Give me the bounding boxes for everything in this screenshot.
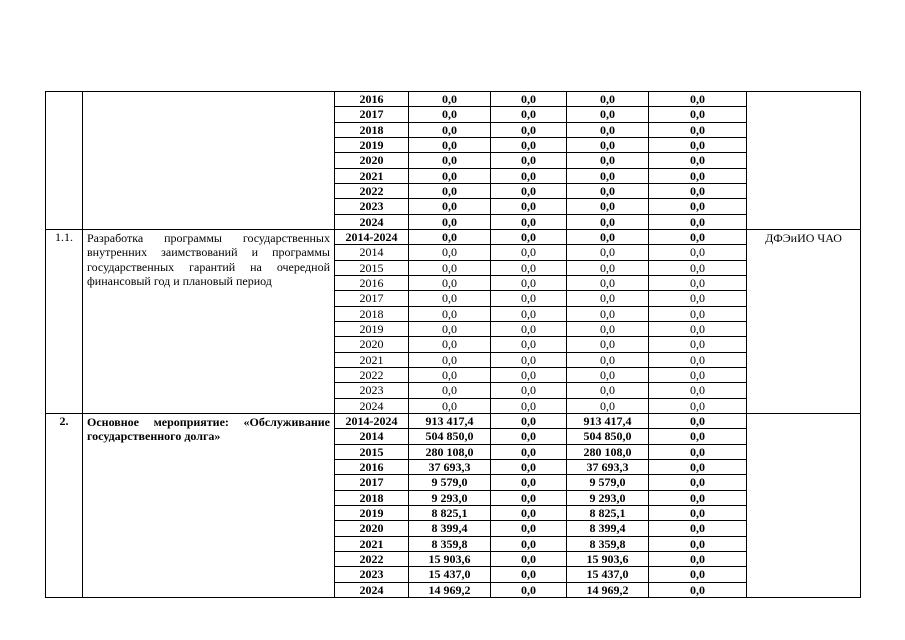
year-cell: 2014-2024	[335, 229, 409, 244]
value-cell: 280 108,0	[409, 444, 491, 459]
year-cell: 2022	[335, 367, 409, 382]
year-cell: 2021	[335, 536, 409, 551]
value-cell: 0,0	[409, 153, 491, 168]
value-cell: 0,0	[491, 352, 567, 367]
value-cell: 0,0	[409, 321, 491, 336]
value-cell: 8 359,8	[567, 536, 649, 551]
value-cell: 8 399,4	[567, 521, 649, 536]
value-cell: 0,0	[491, 337, 567, 352]
value-cell: 9 579,0	[567, 475, 649, 490]
value-cell: 0,0	[649, 551, 747, 566]
year-cell: 2015	[335, 260, 409, 275]
value-cell: 0,0	[649, 444, 747, 459]
value-cell: 0,0	[491, 490, 567, 505]
value-cell: 0,0	[649, 137, 747, 152]
year-cell: 2019	[335, 505, 409, 520]
value-cell: 0,0	[649, 321, 747, 336]
program-financing-table	[45, 91, 861, 598]
value-cell: 0,0	[649, 245, 747, 260]
item-number: 1.1.	[46, 229, 83, 413]
item-number: 2.	[46, 413, 83, 597]
year-cell: 2019	[335, 321, 409, 336]
value-cell: 0,0	[567, 337, 649, 352]
value-cell: 280 108,0	[567, 444, 649, 459]
value-cell: 0,0	[649, 122, 747, 137]
value-cell: 0,0	[567, 260, 649, 275]
year-cell: 2024	[335, 214, 409, 229]
value-cell: 0,0	[409, 92, 491, 107]
value-cell: 15 437,0	[567, 567, 649, 582]
value-cell: 0,0	[491, 260, 567, 275]
value-cell: 0,0	[649, 183, 747, 198]
value-cell: 0,0	[409, 214, 491, 229]
year-cell: 2017	[335, 291, 409, 306]
value-cell: 0,0	[649, 505, 747, 520]
value-cell: 0,0	[649, 168, 747, 183]
value-cell: 0,0	[409, 122, 491, 137]
value-cell: 0,0	[409, 260, 491, 275]
value-cell: 0,0	[567, 383, 649, 398]
value-cell: 37 693,3	[567, 459, 649, 474]
year-cell: 2023	[335, 567, 409, 582]
year-cell: 2019	[335, 137, 409, 152]
value-cell: 0,0	[649, 490, 747, 505]
value-cell: 8 399,4	[409, 521, 491, 536]
value-cell: 15 437,0	[409, 567, 491, 582]
value-cell: 0,0	[649, 413, 747, 428]
year-cell: 2014	[335, 245, 409, 260]
value-cell: 0,0	[409, 107, 491, 122]
value-cell: 0,0	[649, 337, 747, 352]
responsible-executor: ДФЭиИО ЧАО	[747, 229, 861, 413]
year-cell: 2023	[335, 199, 409, 214]
value-cell: 8 825,1	[409, 505, 491, 520]
value-cell: 0,0	[649, 352, 747, 367]
value-cell: 0,0	[491, 398, 567, 413]
year-cell: 2016	[335, 275, 409, 290]
value-cell: 0,0	[649, 199, 747, 214]
value-cell: 0,0	[567, 398, 649, 413]
value-cell: 0,0	[491, 413, 567, 428]
value-cell: 0,0	[567, 291, 649, 306]
value-cell: 0,0	[649, 107, 747, 122]
value-cell: 8 825,1	[567, 505, 649, 520]
value-cell: 0,0	[409, 352, 491, 367]
value-cell: 0,0	[491, 475, 567, 490]
value-cell: 14 969,2	[409, 582, 491, 597]
value-cell: 913 417,4	[567, 413, 649, 428]
value-cell: 0,0	[567, 352, 649, 367]
value-cell: 0,0	[567, 168, 649, 183]
value-cell: 0,0	[649, 459, 747, 474]
value-cell: 0,0	[567, 107, 649, 122]
value-cell: 0,0	[567, 199, 649, 214]
year-cell: 2016	[335, 459, 409, 474]
value-cell: 37 693,3	[409, 459, 491, 474]
value-cell: 0,0	[491, 275, 567, 290]
value-cell: 0,0	[649, 398, 747, 413]
value-cell: 0,0	[491, 429, 567, 444]
value-cell: 0,0	[567, 275, 649, 290]
table-row	[46, 413, 861, 428]
year-cell: 2014	[335, 429, 409, 444]
value-cell: 0,0	[567, 183, 649, 198]
item-number	[46, 92, 83, 230]
year-cell: 2018	[335, 306, 409, 321]
item-name	[83, 92, 335, 230]
year-cell: 2017	[335, 107, 409, 122]
value-cell: 0,0	[649, 383, 747, 398]
value-cell: 0,0	[567, 229, 649, 244]
value-cell: 0,0	[567, 137, 649, 152]
value-cell: 0,0	[649, 582, 747, 597]
value-cell: 0,0	[649, 306, 747, 321]
value-cell: 0,0	[491, 383, 567, 398]
value-cell: 0,0	[409, 168, 491, 183]
value-cell: 0,0	[567, 214, 649, 229]
value-cell: 0,0	[491, 122, 567, 137]
year-cell: 2024	[335, 582, 409, 597]
value-cell: 0,0	[649, 536, 747, 551]
value-cell: 0,0	[649, 429, 747, 444]
value-cell: 0,0	[649, 367, 747, 382]
value-cell: 0,0	[649, 260, 747, 275]
value-cell: 0,0	[409, 398, 491, 413]
value-cell: 0,0	[649, 153, 747, 168]
value-cell: 0,0	[409, 183, 491, 198]
value-cell: 9 293,0	[409, 490, 491, 505]
value-cell: 0,0	[567, 92, 649, 107]
value-cell: 9 293,0	[567, 490, 649, 505]
value-cell: 0,0	[649, 275, 747, 290]
value-cell: 9 579,0	[409, 475, 491, 490]
value-cell: 0,0	[649, 229, 747, 244]
year-cell: 2016	[335, 92, 409, 107]
table-row	[46, 92, 861, 107]
value-cell: 0,0	[409, 337, 491, 352]
value-cell: 0,0	[409, 383, 491, 398]
value-cell: 15 903,6	[409, 551, 491, 566]
value-cell: 0,0	[649, 92, 747, 107]
value-cell: 0,0	[491, 536, 567, 551]
value-cell: 0,0	[567, 153, 649, 168]
value-cell: 0,0	[491, 153, 567, 168]
value-cell: 0,0	[491, 168, 567, 183]
value-cell: 0,0	[491, 92, 567, 107]
value-cell: 0,0	[491, 199, 567, 214]
value-cell: 0,0	[567, 306, 649, 321]
value-cell: 0,0	[491, 107, 567, 122]
value-cell: 0,0	[409, 137, 491, 152]
value-cell: 0,0	[491, 444, 567, 459]
value-cell: 504 850,0	[567, 429, 649, 444]
value-cell: 0,0	[649, 291, 747, 306]
item-name: Разработка программы государственных внутренних заимствований и программы государственных гарантий на очередной финансовый год и плановый период	[83, 229, 335, 413]
year-cell: 2020	[335, 153, 409, 168]
value-cell: 0,0	[649, 567, 747, 582]
year-cell: 2015	[335, 444, 409, 459]
value-cell: 0,0	[491, 229, 567, 244]
year-cell: 2021	[335, 168, 409, 183]
year-cell: 2020	[335, 521, 409, 536]
year-cell: 2017	[335, 475, 409, 490]
value-cell: 0,0	[567, 122, 649, 137]
year-cell: 2018	[335, 490, 409, 505]
value-cell: 0,0	[491, 183, 567, 198]
value-cell: 504 850,0	[409, 429, 491, 444]
value-cell: 0,0	[409, 229, 491, 244]
value-cell: 0,0	[491, 321, 567, 336]
responsible-executor	[747, 92, 861, 230]
value-cell: 0,0	[409, 367, 491, 382]
value-cell: 0,0	[491, 505, 567, 520]
value-cell: 0,0	[491, 245, 567, 260]
year-cell: 2024	[335, 398, 409, 413]
value-cell: 0,0	[567, 367, 649, 382]
value-cell: 913 417,4	[409, 413, 491, 428]
value-cell: 0,0	[491, 291, 567, 306]
value-cell: 0,0	[491, 551, 567, 566]
year-cell: 2020	[335, 337, 409, 352]
value-cell: 0,0	[409, 306, 491, 321]
value-cell: 0,0	[491, 137, 567, 152]
value-cell: 0,0	[409, 291, 491, 306]
value-cell: 0,0	[649, 521, 747, 536]
value-cell: 0,0	[409, 275, 491, 290]
value-cell: 0,0	[567, 245, 649, 260]
value-cell: 0,0	[491, 214, 567, 229]
value-cell: 0,0	[409, 199, 491, 214]
value-cell: 14 969,2	[567, 582, 649, 597]
value-cell: 0,0	[491, 367, 567, 382]
value-cell: 0,0	[649, 214, 747, 229]
value-cell: 8 359,8	[409, 536, 491, 551]
year-cell: 2014-2024	[335, 413, 409, 428]
value-cell: 0,0	[491, 582, 567, 597]
value-cell: 0,0	[649, 475, 747, 490]
responsible-executor	[747, 413, 861, 597]
value-cell: 0,0	[491, 459, 567, 474]
item-name: Основное мероприятие: «Обслуживание государственного долга»	[83, 413, 335, 597]
value-cell: 15 903,6	[567, 551, 649, 566]
year-cell: 2022	[335, 183, 409, 198]
value-cell: 0,0	[491, 306, 567, 321]
value-cell: 0,0	[409, 245, 491, 260]
year-cell: 2022	[335, 551, 409, 566]
value-cell: 0,0	[567, 321, 649, 336]
year-cell: 2023	[335, 383, 409, 398]
value-cell: 0,0	[491, 521, 567, 536]
value-cell: 0,0	[491, 567, 567, 582]
year-cell: 2021	[335, 352, 409, 367]
table-row	[46, 229, 861, 244]
year-cell: 2018	[335, 122, 409, 137]
